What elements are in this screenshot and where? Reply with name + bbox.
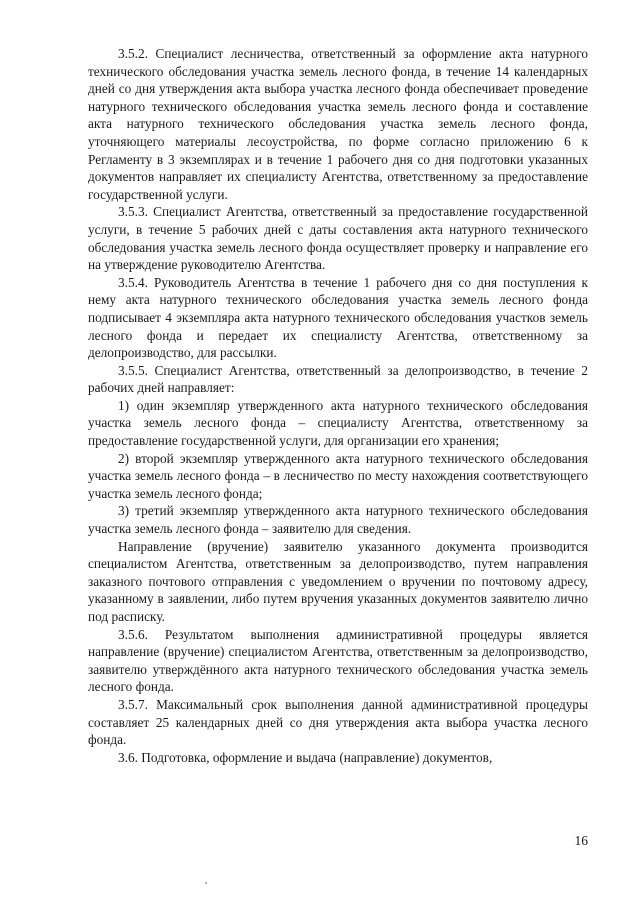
paragraph-3-5-2: 3.5.2. Специалист лесничества, ответственный за оформление акта натурного технического обследования участка земель лесного фонда, в течение 14 календарных дней со дня утверждения акта выбора участка лесного фонда обеспечивает проведение натурного технического обследования участка земель лесного фонда и составление акта натурного технического обследования участка земель лесного фонда, уточняющего материалы лесоустройства, по форме согласно приложению 6 к Регламенту в 3 экземплярах и в течение 1 рабочего дня со дня подготовки указанных документов направляет их специалисту Агентства, ответственному за предоставление государственной услуги. (88, 46, 588, 202)
list-item-2: 2) второй экземпляр утвержденного акта натурного технического обследования участка земель лесного фонда – в лесничество по месту нахождения соответствующего участка земель лесного фонда; (88, 450, 588, 501)
paragraph-3-5-3: 3.5.3. Специалист Агентства, ответственный за предоставление государственной услуги, в течение 5 рабочих дней с даты составления акта натурного технического обследования участка земель лесного фонда осуществляет проверку и направление его на утверждение руководителю Агентства. (88, 204, 588, 273)
page-number: 16 (574, 833, 588, 848)
paragraph-3-6: 3.6. Подготовка, оформление и выдача (направление) документов, (118, 749, 493, 765)
paragraph-3-5-7: 3.5.7. Максимальный срок выполнения данной административной процедуры составляет 25 календарных дней со дня утверждения акта выбора участка лесного фонда. (88, 696, 588, 748)
scan-speck (205, 882, 207, 884)
document-body (88, 45, 588, 766)
paragraph-3-5-4: 3.5.4. Руководитель Агентства в течение 1 рабочего дня со дня поступления к нему акта натурного технического обследования участка земель лесного фонда подписывает 4 экземпляра акта натурного технического обследования участков земель лесного фонда и передает их специалисту Агентства, ответственному за делопроизводство, для рассылки. (88, 274, 588, 361)
paragraph-delivery: Направление (вручение) заявителю указанного документа производится специалистом Агентства, ответственным за делопроизводство, путем направления заказного почтового отправления с уведомлением о вручении по почтовому адресу, указанному в заявлении, либо путем вручения указанных документов заявителю лично под расписку. (88, 538, 588, 624)
list-item-3: 3) третий экземпляр утвержденного акта натурного технического обследования участка земель лесного фонда – заявителю для сведения. (88, 503, 588, 537)
list-item-1: 1) один экземпляр утвержденного акта натурного технического обследования участка земель лесного фонда – специалисту Агентства, ответственному за предоставление государственной услуги, для организации его хранения; (88, 397, 588, 449)
paragraph-3-5-6: 3.5.6. Результатом выполнения административной процедуры является направление (вручение) специалистом Агентства, ответственным за делопроизводство, заявителю утверждённого акта натурного технического обследования участка земель лесного фонда. (88, 626, 588, 695)
paragraph-3-5-5: 3.5.5. Специалист Агентства, ответственный за делопроизводство, в течение 2 рабочих дней направляет: (88, 362, 588, 396)
